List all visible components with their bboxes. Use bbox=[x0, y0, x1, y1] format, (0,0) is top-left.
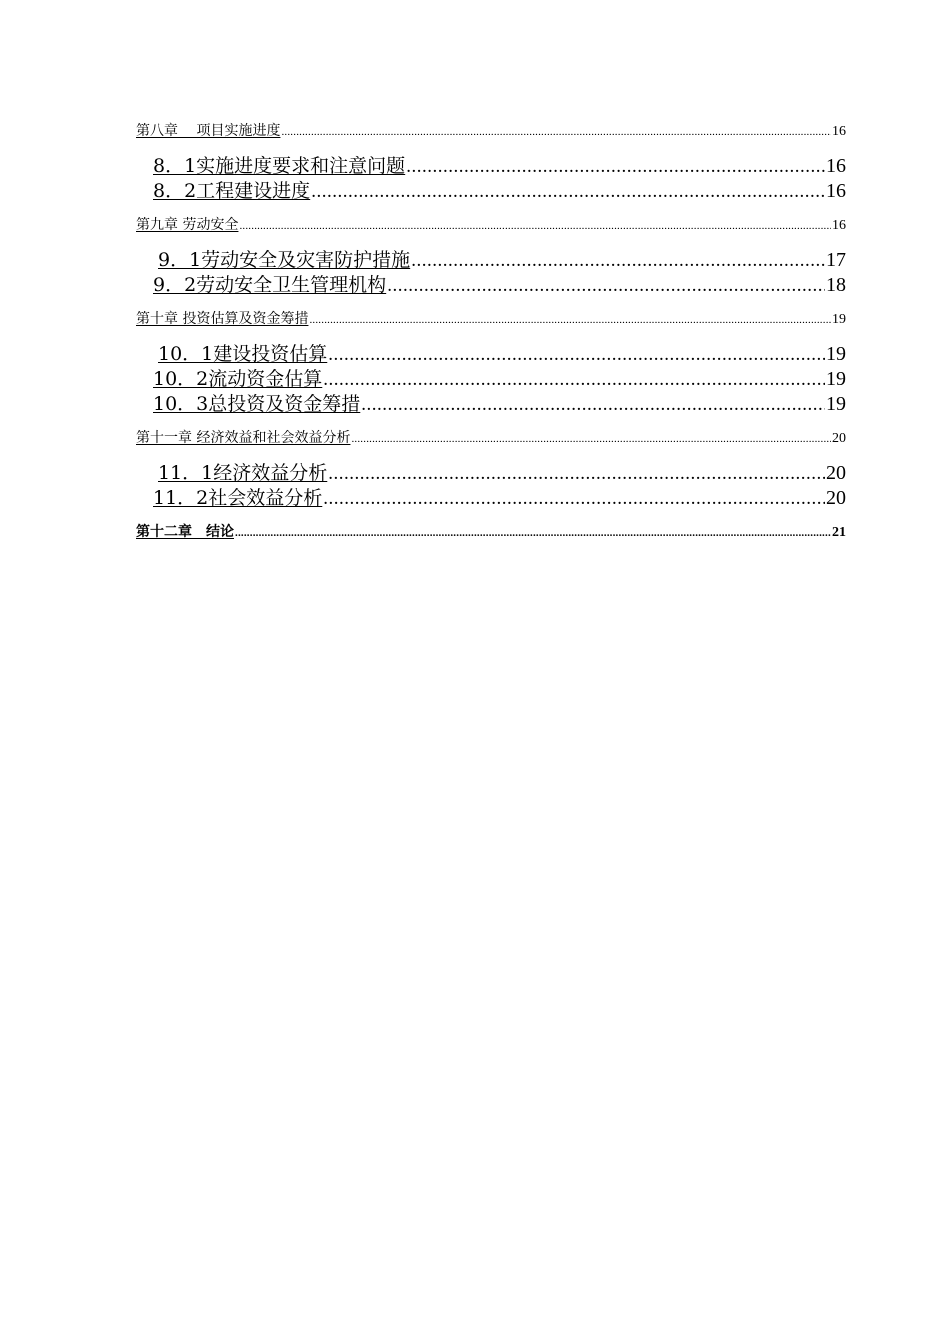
toc-dot-leader bbox=[235, 522, 831, 544]
toc-dot-leader bbox=[328, 461, 825, 486]
toc-entry-title: 10．2流动资金估算 bbox=[153, 368, 323, 390]
toc-section-10-2[interactable] bbox=[136, 367, 846, 392]
toc-dot-leader bbox=[309, 309, 831, 331]
toc-entry-title: 11．1经济效益分析 bbox=[158, 462, 328, 484]
toc-section-9-2[interactable] bbox=[136, 273, 846, 298]
toc-entry-title: 第十二章 结论 bbox=[136, 524, 234, 540]
toc-page-number: 19 bbox=[832, 312, 846, 327]
toc-page-number: 19 bbox=[826, 368, 846, 390]
toc-chapter-9[interactable] bbox=[136, 214, 846, 236]
toc-dot-leader bbox=[323, 486, 825, 511]
toc-entry-title: 8．2工程建设进度 bbox=[153, 180, 311, 202]
toc-page-number: 21 bbox=[832, 525, 846, 540]
toc-section-11-1[interactable] bbox=[136, 461, 846, 486]
toc-chapter-10[interactable] bbox=[136, 308, 846, 330]
toc-dot-leader bbox=[311, 179, 825, 204]
toc-section-8-1[interactable] bbox=[136, 154, 846, 179]
toc-page-number: 17 bbox=[826, 249, 846, 271]
table-of-contents bbox=[136, 120, 846, 543]
toc-page-number: 19 bbox=[826, 343, 846, 365]
toc-entry-title: 第十一章 经济效益和社会效益分析 bbox=[136, 430, 351, 446]
toc-dot-leader bbox=[387, 273, 825, 298]
toc-entry-title: 9．2劳动安全卫生管理机构 bbox=[153, 274, 387, 296]
toc-section-9-1[interactable] bbox=[136, 248, 846, 273]
toc-entry-title: 10．3总投资及资金筹措 bbox=[153, 393, 361, 415]
toc-chapter-8[interactable] bbox=[136, 120, 846, 142]
toc-dot-leader bbox=[411, 248, 825, 273]
toc-dot-leader bbox=[323, 367, 825, 392]
toc-page-number: 16 bbox=[826, 155, 846, 177]
toc-section-10-1[interactable] bbox=[136, 342, 846, 367]
toc-entry-title: 9．1劳动安全及灾害防护措施 bbox=[158, 249, 411, 271]
toc-section-11-2[interactable] bbox=[136, 486, 846, 511]
toc-page-number: 16 bbox=[826, 180, 846, 202]
toc-page-number: 20 bbox=[826, 487, 846, 509]
toc-chapter-11[interactable] bbox=[136, 427, 846, 449]
toc-dot-leader bbox=[328, 342, 825, 367]
toc-page-number: 20 bbox=[832, 431, 846, 446]
toc-section-10-3[interactable] bbox=[136, 392, 846, 417]
toc-dot-leader bbox=[406, 154, 825, 179]
toc-entry-title: 10．1建设投资估算 bbox=[158, 343, 328, 365]
toc-dot-leader bbox=[361, 392, 825, 417]
toc-section-8-2[interactable] bbox=[136, 179, 846, 204]
toc-dot-leader bbox=[239, 215, 831, 237]
toc-entry-title: 第九章 劳动安全 bbox=[136, 217, 239, 233]
toc-entry-title: 11．2社会效益分析 bbox=[153, 487, 323, 509]
toc-chapter-12[interactable] bbox=[136, 521, 846, 543]
toc-entry-title: 第八章 项目实施进度 bbox=[136, 123, 281, 139]
toc-page-number: 19 bbox=[826, 393, 846, 415]
toc-dot-leader bbox=[351, 428, 831, 450]
toc-entry-title: 8．1实施进度要求和注意问题 bbox=[153, 155, 406, 177]
toc-page-number: 16 bbox=[832, 218, 846, 233]
toc-page-number: 16 bbox=[832, 124, 846, 139]
toc-page-number: 18 bbox=[826, 274, 846, 296]
toc-entry-title: 第十章 投资估算及资金筹措 bbox=[136, 311, 309, 327]
toc-dot-leader bbox=[281, 121, 831, 143]
toc-page-number: 20 bbox=[826, 462, 846, 484]
